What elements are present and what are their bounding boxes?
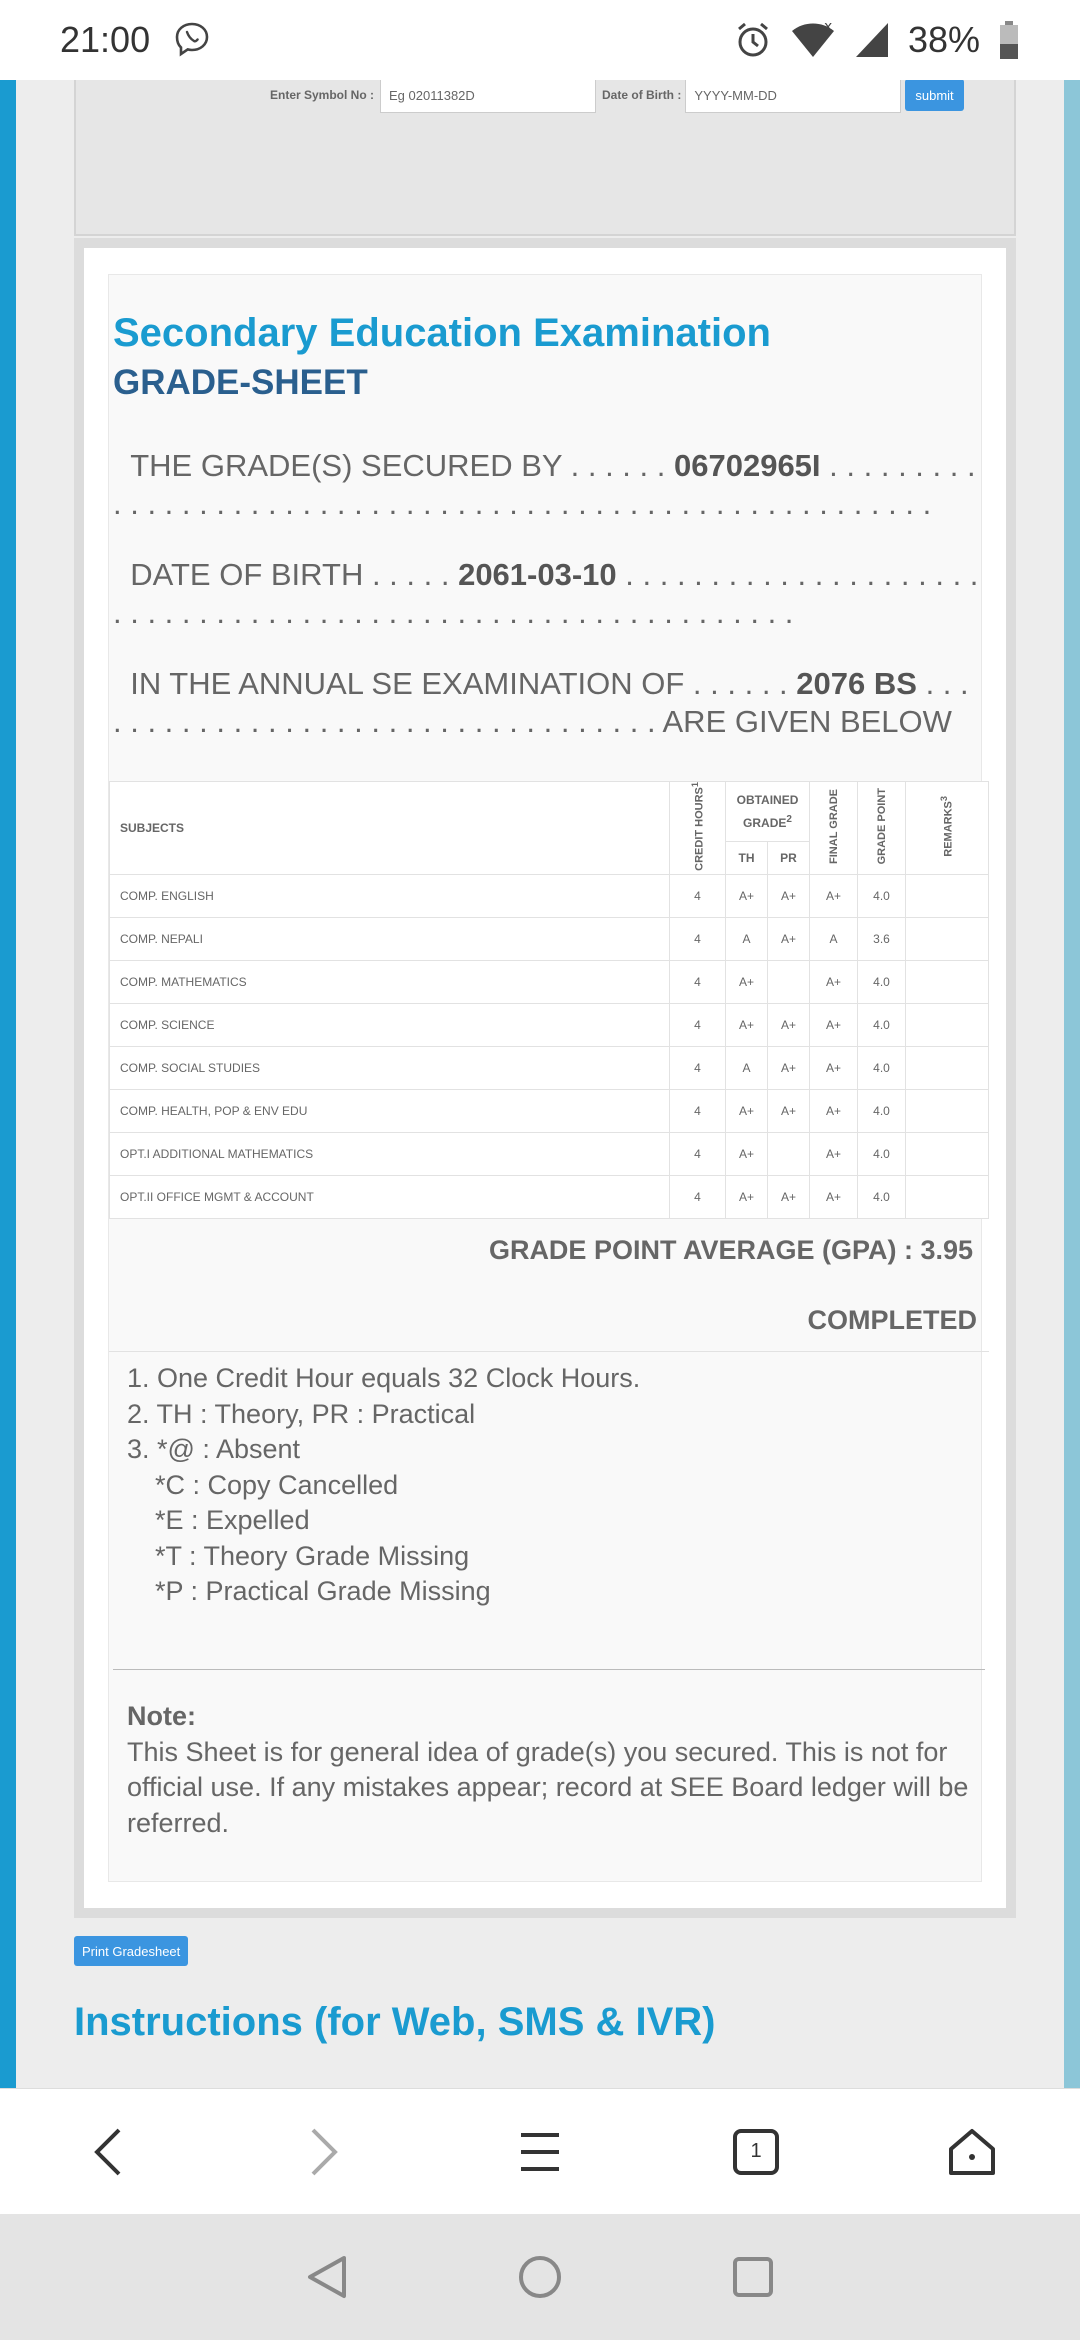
home-icon	[947, 2127, 997, 2177]
result-status: COMPLETED	[807, 1305, 977, 1335]
pr-grade-cell: A+	[768, 874, 810, 917]
credit-cell: 4	[670, 874, 726, 917]
grade-point-cell: 4.0	[858, 1089, 906, 1132]
note-divider	[113, 1669, 985, 1670]
header-final-grade: FINAL GRADE	[810, 782, 858, 875]
browser-toolbar	[0, 2088, 1080, 2214]
chevron-left-icon	[93, 2127, 123, 2177]
th-grade-cell: A+	[726, 960, 768, 1003]
grade-point-cell: 4.0	[858, 1046, 906, 1089]
grade-point-cell: 4.0	[858, 1175, 906, 1218]
system-navigation-bar	[0, 2214, 1080, 2340]
legend-item: 2. TH : Theory, PR : Practical	[127, 1398, 476, 1429]
chevron-right-icon	[309, 2127, 339, 2177]
remarks-cell	[906, 874, 989, 917]
header-grade-point: GRADE POINT	[858, 782, 906, 875]
instructions-heading: Instructions (for Web, SMS & IVR)	[74, 2000, 716, 2044]
table-row	[110, 917, 989, 960]
divider	[109, 1351, 989, 1352]
submit-button[interactable]: submit	[905, 80, 963, 111]
battery-icon	[998, 20, 1020, 60]
remarks-cell	[906, 1089, 989, 1132]
subject-cell: OPT.II OFFICE MGMT & ACCOUNT	[110, 1175, 670, 1218]
dob-value: 2061-03-10	[458, 557, 617, 592]
svg-text:x: x	[823, 21, 833, 35]
grade-point-cell: 4.0	[858, 1003, 906, 1046]
th-grade-cell: A+	[726, 1175, 768, 1218]
signal-icon	[854, 21, 890, 59]
header-obtained-grade: OBTAINED GRADE$^2$	[726, 782, 810, 842]
header-remarks: REMARKS$^3$	[906, 782, 989, 875]
final-grade-cell: A+	[810, 1003, 858, 1046]
subject-cell: COMP. NEPALI	[110, 917, 670, 960]
wifi-icon	[790, 21, 836, 59]
credit-cell: 4	[670, 1046, 726, 1089]
pr-grade-cell	[768, 960, 810, 1003]
th-grade-cell: A+	[726, 1089, 768, 1132]
final-grade-cell: A+	[810, 1046, 858, 1089]
final-grade-cell: A+	[810, 960, 858, 1003]
final-grade-cell: A+	[810, 1089, 858, 1132]
battery-percent: 38%	[907, 19, 980, 60]
header-pr: PR	[768, 841, 810, 874]
final-grade-cell: A	[810, 917, 858, 960]
symbol-number: 06702965I	[674, 448, 821, 483]
remarks-cell	[906, 917, 989, 960]
system-recents-icon[interactable]	[732, 2256, 774, 2298]
secured-by-line: THE GRADE(S) SECURED BY . . . . . . 06702965I . . . . . . . . . . . . . . . . . . . . . . . . . . . . . . . . . . . . . . . . . . . . . . . . . . . . . . . . .	[113, 448, 976, 521]
grade-point-cell: 4.0	[858, 1132, 906, 1175]
exam-year-value: 2076 BS	[796, 666, 917, 701]
status-bar	[0, 0, 1080, 80]
legend-item: *E : Expelled	[155, 1505, 310, 1535]
table-row	[110, 1175, 989, 1218]
th-grade-cell: A+	[726, 1132, 768, 1175]
gpa-value: GRADE POINT AVERAGE (GPA) : 3.95	[488, 1235, 973, 1265]
note	[127, 1699, 977, 1841]
th-grade-cell: A	[726, 1046, 768, 1089]
table-row	[110, 874, 989, 917]
remarks-cell	[906, 1046, 989, 1089]
search-form	[74, 80, 1016, 236]
grade-point-cell: 4.0	[858, 960, 906, 1003]
tabs-button[interactable]	[648, 2089, 864, 2214]
tab-count: 1	[750, 2140, 762, 2162]
note-text: This Sheet is for general idea of grade(s) you secured. This is not for official use. If any mistakes appear; record at SEE Board ledger will be referred.	[127, 1736, 969, 1838]
subject-cell: COMP. HEALTH, POP & ENV EDU	[110, 1089, 670, 1132]
table-row	[110, 1003, 989, 1046]
credit-cell: 4	[670, 1132, 726, 1175]
grade-point-cell: 4.0	[858, 874, 906, 917]
header-subjects: SUBJECTS	[110, 782, 670, 875]
header-th: TH	[726, 841, 768, 874]
table-row	[110, 1046, 989, 1089]
web-page[interactable]	[0, 80, 1080, 2088]
pr-grade-cell: A+	[768, 1175, 810, 1218]
viber-icon	[172, 20, 212, 60]
pr-grade-cell: A+	[768, 1003, 810, 1046]
remarks-cell	[906, 1132, 989, 1175]
status-time: 21:00	[60, 19, 151, 60]
final-grade-cell: A+	[810, 874, 858, 917]
dob-line: DATE OF BIRTH . . . . . 2061-03-10 . . . . . . . . . . . . . . . . . . . . . . . . . . . . . . . . . . . . . . . . . . . . . . . . . . . . . . . . . . . . .	[113, 557, 979, 630]
legend-item: *P : Practical Grade Missing	[155, 1576, 491, 1606]
credit-cell: 4	[670, 960, 726, 1003]
tabs-icon	[733, 2129, 779, 2175]
gradesheet-content	[108, 274, 982, 1882]
gradesheet-card	[74, 238, 1016, 1918]
system-home-icon[interactable]	[518, 2255, 562, 2299]
menu-icon	[519, 2131, 561, 2173]
subject-cell: COMP. MATHEMATICS	[110, 960, 670, 1003]
symbol-input[interactable]: Eg 02011382D	[380, 80, 596, 113]
exam-year-line: IN THE ANNUAL SE EXAMINATION OF . . . . . . 2076 BS . . . . . . . . . . . . . . . . . . . . . . . . . . . . . . . . . . . ARE GIVEN BELOW	[113, 666, 969, 739]
alarm-icon	[734, 21, 772, 59]
credit-cell: 4	[670, 1089, 726, 1132]
back-button[interactable]	[0, 2089, 216, 2214]
grade-point-cell: 3.6	[858, 917, 906, 960]
left-edge-bar	[0, 80, 16, 2088]
symbol-label: Enter Symbol No :	[270, 88, 375, 102]
remarks-cell	[906, 1175, 989, 1218]
pr-grade-cell: A+	[768, 917, 810, 960]
legend-item: *T : Theory Grade Missing	[155, 1540, 470, 1571]
pr-grade-cell: A+	[768, 1089, 810, 1132]
credit-cell: 4	[670, 1175, 726, 1218]
th-grade-cell: A+	[726, 874, 768, 917]
remarks-cell	[906, 960, 989, 1003]
scrollbar[interactable]	[1064, 80, 1080, 2088]
subject-cell: COMP. SCIENCE	[110, 1003, 670, 1046]
credit-cell: 4	[670, 1003, 726, 1046]
exam-title: Secondary Education Examination	[113, 311, 771, 355]
print-gradesheet-button[interactable]: Print Gradesheet	[74, 1936, 188, 1966]
gradesheet-subtitle: GRADE-SHEET	[113, 363, 368, 402]
th-grade-cell: A	[726, 917, 768, 960]
dob-label: Date of Birth :	[602, 88, 682, 102]
legend-item: 1. One Credit Hour equals 32 Clock Hours.	[127, 1363, 641, 1393]
header-credit-hours: CREDIT HOURS$^1$	[670, 782, 726, 875]
status-icons	[734, 19, 1020, 61]
subject-cell: OPT.I ADDITIONAL MATHEMATICS	[110, 1132, 670, 1175]
table-row	[110, 960, 989, 1003]
pr-grade-cell: A+	[768, 1046, 810, 1089]
credit-cell: 4	[670, 917, 726, 960]
table-row	[110, 1089, 989, 1132]
legend	[127, 1361, 640, 1610]
table-row	[110, 1132, 989, 1175]
final-grade-cell: A+	[810, 1175, 858, 1218]
home-button[interactable]	[864, 2089, 1080, 2214]
final-grade-cell: A+	[810, 1132, 858, 1175]
legend-item: 3. *@ : Absent	[127, 1434, 301, 1464]
grades-table	[109, 781, 989, 1219]
subject-cell: COMP. SOCIAL STUDIES	[110, 1046, 670, 1089]
menu-button[interactable]	[432, 2089, 648, 2214]
legend-item: *C : Copy Cancelled	[155, 1469, 399, 1500]
subject-cell: COMP. ENGLISH	[110, 874, 670, 917]
remarks-cell	[906, 1003, 989, 1046]
th-grade-cell: A+	[726, 1003, 768, 1046]
dob-input[interactable]: YYYY-MM-DD	[685, 80, 901, 113]
system-back-icon[interactable]	[306, 2255, 348, 2299]
note-title: Note:	[127, 1701, 196, 1731]
pr-grade-cell	[768, 1132, 810, 1175]
forward-button[interactable]	[216, 2089, 432, 2214]
